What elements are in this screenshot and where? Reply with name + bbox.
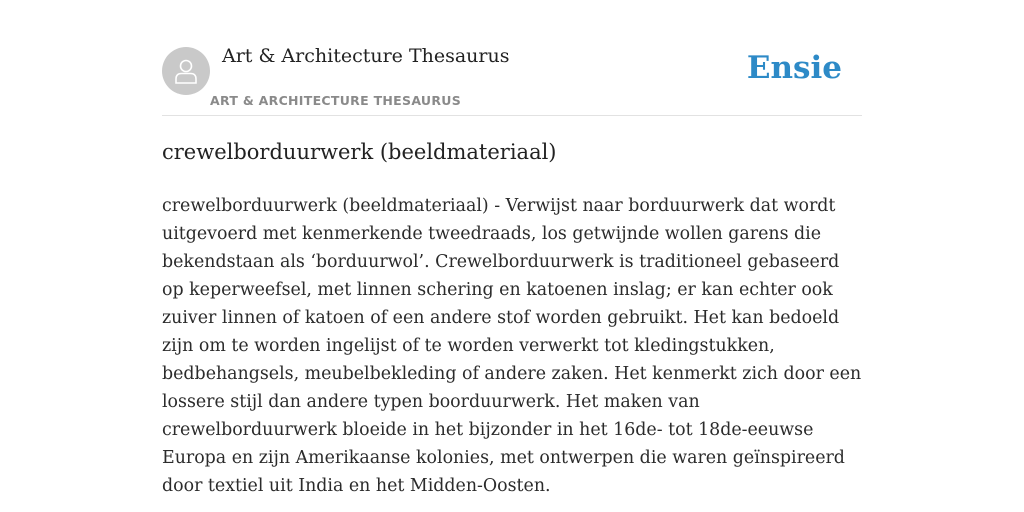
source-title[interactable]: Art & Architecture Thesaurus: [222, 45, 510, 67]
page-container: [162, 0, 862, 496]
avatar[interactable]: [162, 47, 210, 95]
entry-title: crewelborduurwerk (beeldmateriaal): [162, 140, 557, 164]
user-icon: [172, 57, 200, 85]
header: [162, 0, 862, 116]
entry-body: crewelborduurwerk (beeldmateriaal) - Verwijst naar borduurwerk dat wordt uitgevoerd met kenmerkende tweedraads, los getwijnde wollen garens die bekendstaan als ‘borduurwol’. Crewelborduurwerk is traditioneel gebaseerd op keperweefsel, met linnen schering en katoenen inslag; er kan echter ook zuiver linnen of katoen of een andere stof worden gebruikt. Het kan bedoeld zijn om te worden ingelijst of te worden verwerkt tot kledingstukken, bedbehangsels, meubelbekleding of andere zaken. Het kenmerkt zich door een lossere stijl dan andere typen boorduurwerk. Het maken van crewelborduurwerk bloeide in het bijzonder in het 16de- tot 18de-eeuwse Europa en zijn Amerikaanse kolonies, met ontwerpen die waren geïnspireerd door textiel uit India en het Midden-Oosten.: [162, 196, 862, 496]
ensie-logo[interactable]: Ensie: [746, 50, 842, 86]
source-subtitle[interactable]: ART & ARCHITECTURE THESAURUS: [210, 93, 462, 108]
